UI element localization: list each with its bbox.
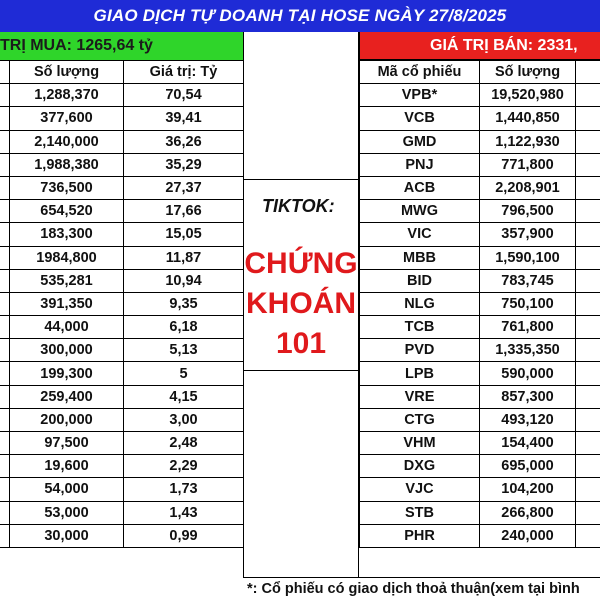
sell-cell: 154,400 [480,432,576,455]
sell-cell: 783,745 [480,269,576,292]
table-row [360,223,600,246]
sell-cell [576,176,600,199]
table-row [360,246,600,269]
table-row [0,153,244,176]
table-row [360,130,600,153]
buy-cell: 6,18 [124,316,244,339]
sell-cell: PNJ [360,153,480,176]
sell-cell: PHR [360,524,480,547]
buy-cell [0,292,10,315]
table-row [0,269,244,292]
sell-cell: VIC [360,223,480,246]
sell-cell [576,153,600,176]
sell-cell: 240,000 [480,524,576,547]
table-row [0,84,244,107]
sell-cell [576,246,600,269]
buy-cell [0,316,10,339]
sell-cell: LPB [360,362,480,385]
table-row [0,292,244,315]
buy-column-header: Giá trị: Tỷ [124,61,244,84]
buy-cell: 19,600 [10,455,124,478]
buy-cell: 1,73 [124,478,244,501]
buy-cell: 4,15 [124,385,244,408]
table-row [360,84,600,107]
sell-cell: NLG [360,292,480,315]
table-row [0,316,244,339]
sell-cell: PVD [360,339,480,362]
sell-cell [576,455,600,478]
buy-cell: 1,988,380 [10,153,124,176]
buy-cell: 53,000 [10,501,124,524]
sell-cell: STB [360,501,480,524]
buy-cell [0,478,10,501]
sell-cell: 2,208,901 [480,176,576,199]
table-row [0,408,244,431]
buy-column-header [0,61,10,84]
buy-cell [0,339,10,362]
table-row [360,362,600,385]
sell-table [359,60,600,548]
buy-cell: 10,94 [124,269,244,292]
table-row [360,339,600,362]
buy-cell [0,223,10,246]
sell-cell: 1,440,850 [480,107,576,130]
table-row [0,130,244,153]
buy-cell: 1,43 [124,501,244,524]
sell-cell: 493,120 [480,408,576,431]
buy-cell: 535,281 [10,269,124,292]
sell-cell [576,292,600,315]
table-row [0,478,244,501]
page-title: GIAO DỊCH TỰ DOANH TẠI HOSE NGÀY 27/8/2025 [0,0,600,32]
buy-cell [0,524,10,547]
sell-cell [576,130,600,153]
sell-cell: 695,000 [480,455,576,478]
buy-cell: 2,29 [124,455,244,478]
sell-cell [576,107,600,130]
buy-cell: 1,288,370 [10,84,124,107]
buy-cell: 199,300 [10,362,124,385]
buy-cell [0,130,10,153]
table-row [0,223,244,246]
table-row [0,385,244,408]
sell-cell: CTG [360,408,480,431]
sell-cell: 1,590,100 [480,246,576,269]
buy-cell: 11,87 [124,246,244,269]
buy-cell: 17,66 [124,200,244,223]
table-row [0,246,244,269]
sell-cell: VRE [360,385,480,408]
sell-cell [576,200,600,223]
sell-column-header [576,61,600,84]
middle-divider-top [244,179,358,180]
table-row [360,153,600,176]
sell-cell: 590,000 [480,362,576,385]
table-row [0,501,244,524]
brand-line-3: 101 [275,327,327,360]
sell-cell: TCB [360,316,480,339]
sell-cell: GMD [360,130,480,153]
buy-cell: 54,000 [10,478,124,501]
sell-cell: 771,800 [480,153,576,176]
buy-cell [0,176,10,199]
sell-cell: VPB* [360,84,480,107]
buy-cell: 15,05 [124,223,244,246]
footnote: *: Cổ phiếu có giao dịch thoả thuận(xem tại bình [243,577,600,600]
table-row [360,176,600,199]
buy-cell: 5,13 [124,339,244,362]
buy-cell [0,408,10,431]
sell-cell [576,524,600,547]
buy-cell: 5 [124,362,244,385]
sell-cell: 796,500 [480,200,576,223]
buy-cell: 736,500 [10,176,124,199]
sell-cell [576,478,600,501]
sell-cell: 19,520,980 [480,84,576,107]
sell-cell: DXG [360,455,480,478]
buy-cell: 44,000 [10,316,124,339]
sell-cell: BID [360,269,480,292]
sell-column-header: Số lượng [480,61,576,84]
table-row [360,501,600,524]
sell-total-header: GIÁ TRỊ BÁN: 2331, [359,32,600,60]
sell-cell: VCB [360,107,480,130]
buy-cell [0,432,10,455]
buy-total-header: TRỊ MUA: 1265,64 tỷ [0,32,244,61]
buy-cell [0,501,10,524]
table-row [360,478,600,501]
sell-cell: VHM [360,432,480,455]
buy-cell [0,385,10,408]
sell-cell [576,432,600,455]
table-row [0,455,244,478]
sell-cell: VJC [360,478,480,501]
sell-cell: MWG [360,200,480,223]
brand-line-1: CHỨNG [244,247,358,280]
buy-cell [0,107,10,130]
table-row [360,269,600,292]
sell-cell: 1,335,350 [480,339,576,362]
table-row [360,385,600,408]
buy-table [0,60,244,548]
buy-cell: 36,26 [124,130,244,153]
buy-column-header: Số lượng [10,61,124,84]
sell-cell [576,408,600,431]
sell-cell: ACB [360,176,480,199]
buy-cell: 183,300 [10,223,124,246]
buy-cell: 0,99 [124,524,244,547]
buy-cell [0,269,10,292]
table-row [360,524,600,547]
buy-cell [0,455,10,478]
table-row [0,107,244,130]
sell-cell: 266,800 [480,501,576,524]
table-row [360,316,600,339]
buy-cell: 1984,800 [10,246,124,269]
sell-cell: 1,122,930 [480,130,576,153]
table-row [0,362,244,385]
buy-cell: 30,000 [10,524,124,547]
table-row [0,432,244,455]
brand-line-2: KHOÁN [246,287,356,320]
buy-cell: 259,400 [10,385,124,408]
sell-cell [576,501,600,524]
table-row [360,408,600,431]
sell-cell: 857,300 [480,385,576,408]
sell-cell: 104,200 [480,478,576,501]
sell-cell [576,362,600,385]
buy-cell [0,246,10,269]
buy-cell: 654,520 [10,200,124,223]
middle-divider-bottom [244,370,358,371]
table-row [360,292,600,315]
buy-cell: 377,600 [10,107,124,130]
sell-cell: 750,100 [480,292,576,315]
table-row [0,176,244,199]
buy-cell: 97,500 [10,432,124,455]
buy-cell: 70,54 [124,84,244,107]
sell-cell: MBB [360,246,480,269]
sell-cell [576,269,600,292]
sell-table-header-row [360,61,600,84]
table-row [0,339,244,362]
table-row [360,200,600,223]
sell-cell [576,84,600,107]
buy-cell: 2,48 [124,432,244,455]
buy-cell [0,84,10,107]
buy-cell: 9,35 [124,292,244,315]
sell-cell: 357,900 [480,223,576,246]
table-row [360,455,600,478]
table-row [360,107,600,130]
sell-column-header: Mã cổ phiếu [360,61,480,84]
buy-cell: 391,350 [10,292,124,315]
sell-cell [576,316,600,339]
buy-cell: 35,29 [124,153,244,176]
buy-cell: 27,37 [124,176,244,199]
buy-cell: 200,000 [10,408,124,431]
buy-cell: 300,000 [10,339,124,362]
sell-cell [576,385,600,408]
tiktok-label: TIKTOK: [262,196,335,216]
sell-cell [576,223,600,246]
buy-cell [0,200,10,223]
buy-cell: 39,41 [124,107,244,130]
table-row [0,200,244,223]
table-row [360,432,600,455]
middle-panel [243,32,359,577]
buy-cell [0,362,10,385]
sell-cell: 761,800 [480,316,576,339]
table-row [0,524,244,547]
buy-cell [0,153,10,176]
sell-cell [576,339,600,362]
buy-cell: 2,140,000 [10,130,124,153]
buy-table-header-row [0,61,244,84]
buy-cell: 3,00 [124,408,244,431]
